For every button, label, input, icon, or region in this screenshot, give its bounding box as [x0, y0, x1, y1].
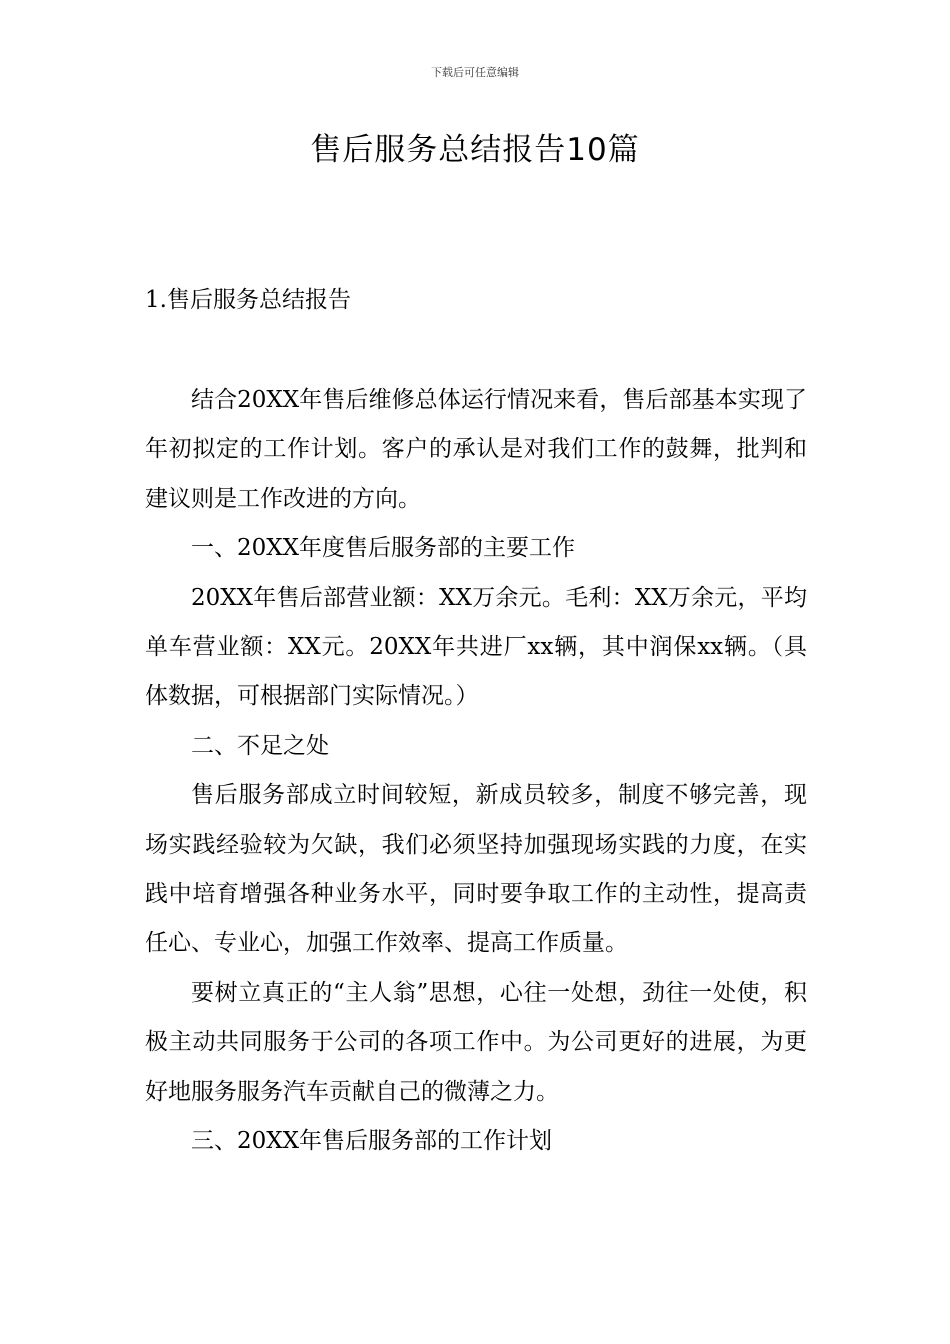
- paragraph-shortcomings: 售后服务部成立时间较短，新成员较多，制度不够完善，现场实践经验较为欠缺，我们必须坚持加强现场实践的力度，在实践中培育增强各种业务水平，同时要争取工作的主动性，提高责任心、专业心，加强工作效率、提高工作质量。: [145, 782, 807, 957]
- document-body: [145, 376, 807, 1167]
- paragraph-intro: 结合20XX年售后维修总体运行情况来看，售后部基本实现了年初拟定的工作计划。客户的承认是对我们工作的鼓舞，批判和建议则是工作改进的方向。: [145, 387, 807, 512]
- paragraph-revenue: 20XX年售后部营业额：XX万余元。毛利：XX万余元，平均单车营业额：XX元。20XX年共进厂xx辆，其中润保xx辆。（具体数据，可根据部门实际情况。）: [145, 584, 807, 710]
- paragraph-ownership: 要树立真正的“主人翁”思想，心往一处想，劲往一处使，积极主动共同服务于公司的各项工作中。为公司更好的进展，为更好地服务服务汽车贡献自己的微薄之力。: [145, 979, 807, 1105]
- subheading-main-work: 一、20XX年度售后服务部的主要工作: [191, 535, 576, 562]
- section-heading: 1.售后服务总结报告: [145, 287, 351, 313]
- subheading-work-plan: 三、20XX年售后服务部的工作计划: [191, 1128, 553, 1155]
- page-header-note: 下载后可任意编辑: [431, 66, 519, 79]
- document-title: 售后服务总结报告10篇: [310, 132, 640, 168]
- subheading-shortcomings: 二、不足之处: [191, 732, 329, 759]
